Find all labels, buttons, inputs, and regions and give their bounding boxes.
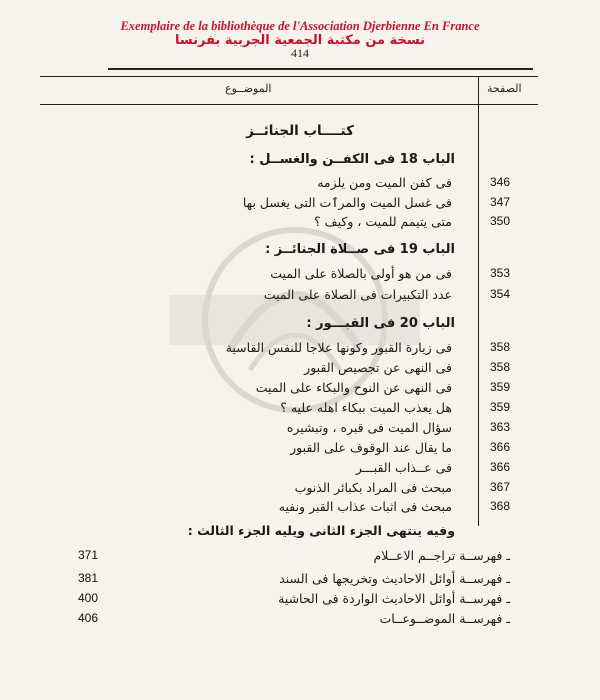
toc-entry xyxy=(0,420,600,442)
toc-entry xyxy=(0,499,600,521)
entry-page: 367 xyxy=(490,480,511,494)
toc-entry xyxy=(0,400,600,422)
entry-page: 347 xyxy=(490,195,511,209)
library-note-fr: Exemplaire de la bibliothèque de l'Association Djerbienne En France xyxy=(120,19,480,33)
toc-entry xyxy=(0,175,600,197)
index-text: ـ فهرســة أوائل الاحاديث الواردة فى الحاشية xyxy=(278,591,510,606)
chapter-heading: الباب 20 فى القبـــور : xyxy=(306,316,455,331)
entry-text: عدد التكبيرات فى الصلاة على الميت xyxy=(263,287,452,302)
entry-page: 363 xyxy=(490,420,511,434)
index-entry xyxy=(0,591,600,611)
chapter-heading: الباب 18 فى الكفــن والغســل : xyxy=(249,152,455,167)
entry-text: فى غسل الميت والمرٱت التى يغسل بها xyxy=(242,195,452,210)
entry-text: فى من هو أولى بالصلاة على الميت xyxy=(270,266,452,281)
library-note-ar: نسخة من مكتبة الجمعية الجربية بفرنسا xyxy=(175,33,425,48)
entry-text: فى النهى عن تجصيص القبور xyxy=(304,360,452,375)
index-page: 381 xyxy=(78,571,99,585)
book-title: كتــــاب الجنائــز xyxy=(246,123,354,139)
column-header-subject: الموضــوع xyxy=(225,82,272,95)
entry-text: فى النهى عن النوح والبكاء على الميت xyxy=(255,380,452,395)
toc-entry xyxy=(0,440,600,462)
index-text: ـ فهرســة أوائل الاحاديث وتخريجها فى السند xyxy=(279,571,510,586)
entry-text: هل يعذب الميت ببكاء اهله عليه ؟ xyxy=(280,400,452,415)
entry-page: 358 xyxy=(490,340,511,354)
toc-entry xyxy=(0,214,600,236)
page-number: 414 xyxy=(291,46,309,60)
entry-text: مبحث فى اثبات عذاب القبر ونفيه xyxy=(278,499,452,514)
toc-entry xyxy=(0,340,600,362)
index-page: 406 xyxy=(78,611,99,625)
entry-text: فى عــذاب القبـــر xyxy=(355,460,452,475)
entry-text: سؤال الميت فى قبره ، وتبشيره xyxy=(286,420,452,435)
column-header-page: الصفحة xyxy=(487,82,522,95)
index-entry xyxy=(0,611,600,631)
entry-text: فى زيارة القبور وكونها علاجا للنفس القاسية xyxy=(225,340,452,355)
toc-entry xyxy=(0,380,600,402)
entry-page: 366 xyxy=(490,460,511,474)
entry-page: 358 xyxy=(490,360,511,374)
index-text: ـ فهرســة الموضــوعــات xyxy=(379,611,510,626)
entry-page: 354 xyxy=(490,287,511,301)
index-entry xyxy=(0,571,600,591)
index-text: ـ فهرســة تراجــم الاعــلام xyxy=(373,548,510,563)
entry-text: مبحث فى المراد بكبائر الذنوب xyxy=(294,480,452,495)
top-rule xyxy=(108,68,533,70)
entry-page: 368 xyxy=(490,499,511,513)
chapter-heading: الباب 19 فى صــلاة الجنائــز : xyxy=(265,242,455,257)
closing-note: وفيه ينتهى الجزء الثانى ويليه الجزء الثالث : xyxy=(187,523,455,538)
entry-page: 359 xyxy=(490,400,511,414)
table-header-bottom-rule xyxy=(40,104,538,105)
toc-entry xyxy=(0,287,600,309)
entry-text: متى يتيمم للميت ، وكيف ؟ xyxy=(314,214,452,229)
entry-page: 366 xyxy=(490,440,511,454)
toc-entry xyxy=(0,460,600,482)
index-page: 371 xyxy=(78,548,99,562)
table-header-top-rule xyxy=(40,76,538,77)
index-entry xyxy=(0,548,600,568)
toc-entry xyxy=(0,266,600,288)
toc-entry xyxy=(0,360,600,382)
entry-page: 359 xyxy=(490,380,511,394)
entry-text: ما يقال عند الوقوف على القبور xyxy=(290,440,452,455)
entry-text: فى كفن الميت ومن يلزمه xyxy=(317,175,452,190)
entry-page: 346 xyxy=(490,175,511,189)
entry-page: 350 xyxy=(490,214,511,228)
entry-page: 353 xyxy=(490,266,511,280)
index-page: 400 xyxy=(78,591,99,605)
